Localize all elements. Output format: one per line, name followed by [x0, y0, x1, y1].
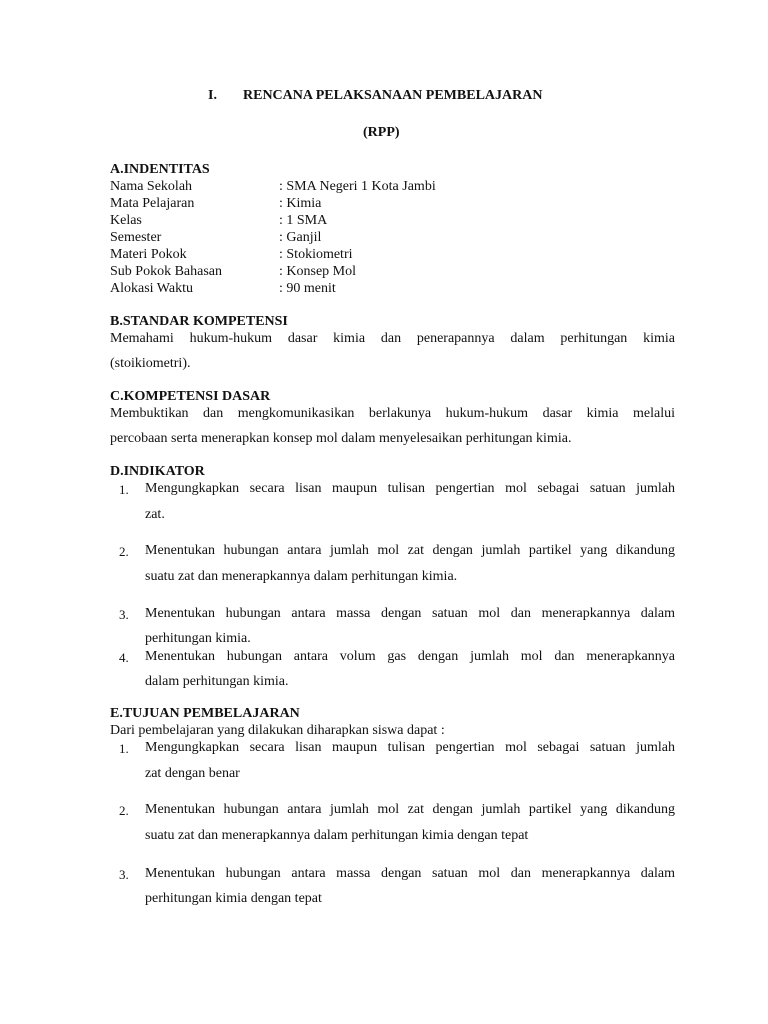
list-item-line: perhitungan kimia. [145, 631, 251, 646]
list-number: 3. [119, 867, 129, 882]
list-item-line: Mengungkapkan secara lisan maupun tulisan pengertian mol sebagai satuan jumlah [145, 740, 675, 755]
identitas-value: : Ganjil [279, 230, 322, 245]
standar-text-line: (stoikiometri). [110, 356, 191, 371]
list-number: 1. [119, 482, 129, 497]
tujuan-heading: E.TUJUAN PEMBELAJARAN [110, 706, 300, 721]
list-item-line: perhitungan kimia dengan tepat [145, 891, 322, 906]
identitas-label: Mata Pelajaran [110, 196, 195, 211]
list-item-line: Mengungkapkan secara lisan maupun tulisan pengertian mol sebagai satuan jumlah [145, 481, 675, 496]
identitas-value: : 90 menit [279, 281, 336, 296]
list-number: 2. [119, 803, 129, 818]
identitas-label: Materi Pokok [110, 247, 187, 262]
list-item-line: Menentukan hubungan antara jumlah mol zat dengan jumlah partikel yang dikandung [145, 543, 675, 558]
title-roman-numeral: I. [208, 88, 217, 103]
list-item-line: dalam perhitungan kimia. [145, 674, 289, 689]
list-item-line: Menentukan hubungan antara jumlah mol zat dengan jumlah partikel yang dikandung [145, 802, 675, 817]
identitas-value: : SMA Negeri 1 Kota Jambi [279, 179, 436, 194]
identitas-label: Kelas [110, 213, 142, 228]
list-item-line: Menentukan hubungan antara volum gas dengan jumlah mol dan menerapkannya [145, 649, 675, 664]
dasar-text-line: percobaan serta menerapkan konsep mol dalam menyelesaikan perhitungan kimia. [110, 431, 572, 446]
identitas-value: : 1 SMA [279, 213, 328, 228]
list-item-line: Menentukan hubungan antara massa dengan satuan mol dan menerapkannya dalam [145, 866, 675, 881]
page-subtitle: (RPP) [363, 125, 400, 140]
list-item-line: zat. [145, 507, 165, 522]
standar-heading: B.STANDAR KOMPETENSI [110, 314, 288, 329]
list-item-line: Menentukan hubungan antara massa dengan satuan mol dan menerapkannya dalam [145, 606, 675, 621]
page-title: RENCANA PELAKSANAAN PEMBELAJARAN [243, 88, 543, 103]
dasar-heading: C.KOMPETENSI DASAR [110, 389, 271, 404]
identitas-value: : Stokiometri [279, 247, 353, 262]
list-number: 4. [119, 650, 129, 665]
identitas-label: Nama Sekolah [110, 179, 193, 194]
list-item-line: zat dengan benar [145, 766, 240, 781]
identitas-heading: A.INDENTITAS [110, 162, 210, 177]
identitas-label: Alokasi Waktu [110, 281, 193, 296]
list-number: 2. [119, 544, 129, 559]
list-item-line: suatu zat dan menerapkannya dalam perhitungan kimia dengan tepat [145, 828, 529, 843]
tujuan-intro: Dari pembelajaran yang dilakukan diharapkan siswa dapat : [110, 723, 445, 738]
list-number: 3. [119, 607, 129, 622]
identitas-label: Sub Pokok Bahasan [110, 264, 222, 279]
indikator-heading: D.INDIKATOR [110, 464, 205, 479]
list-number: 1. [119, 741, 129, 756]
dasar-text-line: Membuktikan dan mengkomunikasikan berlakunya hukum-hukum dasar kimia melalui [110, 406, 675, 421]
standar-text-line: Memahami hukum-hukum dasar kimia dan penerapannya dalam perhitungan kimia [110, 331, 675, 346]
list-item-line: suatu zat dan menerapkannya dalam perhitungan kimia. [145, 569, 458, 584]
identitas-label: Semester [110, 230, 162, 245]
identitas-value: : Konsep Mol [279, 264, 356, 279]
identitas-value: : Kimia [279, 196, 322, 211]
